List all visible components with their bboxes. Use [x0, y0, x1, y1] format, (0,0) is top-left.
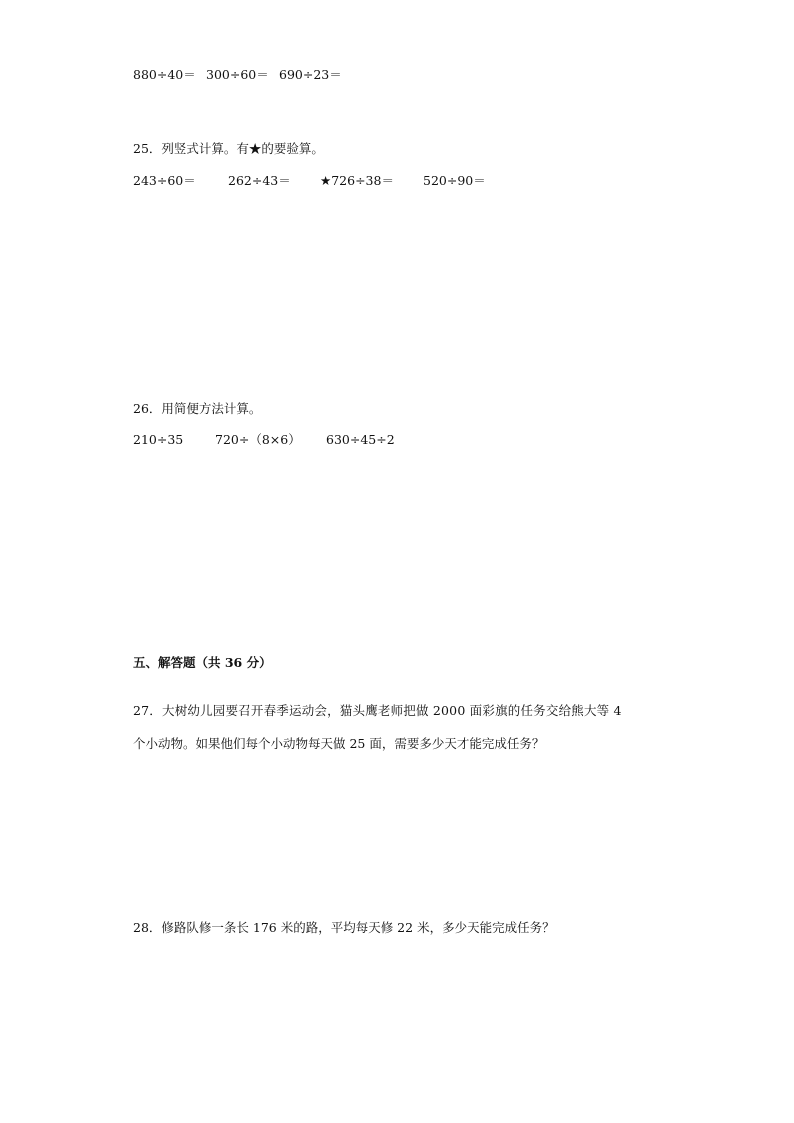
expression: 210÷35 [133, 432, 184, 447]
question-25-expressions [133, 173, 486, 189]
expression: 880÷40＝ [133, 67, 196, 82]
question-27-line-2: 个小动物。如果他们每个小动物每天做 25 面，需要多少天才能完成任务？ [133, 736, 545, 751]
question-28: 28．修路队修一条长 176 米的路，平均每天修 22 米，多少天能完成任务？ [133, 920, 555, 935]
question-25-title: 25．列竖式计算。有★的要验算。 [133, 141, 324, 156]
expression: 243÷60＝ [133, 173, 196, 188]
expression: 300÷60＝ [206, 67, 269, 82]
calc-row-top [133, 67, 342, 83]
expression: 630÷45÷2 [326, 432, 395, 447]
question-26-title: 26．用简便方法计算。 [133, 401, 262, 416]
expression: 520÷90＝ [423, 173, 486, 188]
expression: 690÷23＝ [279, 67, 342, 82]
expression: 262÷43＝ [228, 173, 291, 188]
section-heading: 五、解答题（共 36 分） [133, 655, 272, 670]
question-26-expressions [133, 432, 395, 448]
expression-starred: ★726÷38＝ [320, 173, 394, 188]
expression: 720÷（8×6） [215, 432, 301, 447]
question-27-line-1: 27．大树幼儿园要召开春季运动会，猫头鹰老师把做 2000 面彩旗的任务交给熊大等 4 [133, 703, 622, 718]
